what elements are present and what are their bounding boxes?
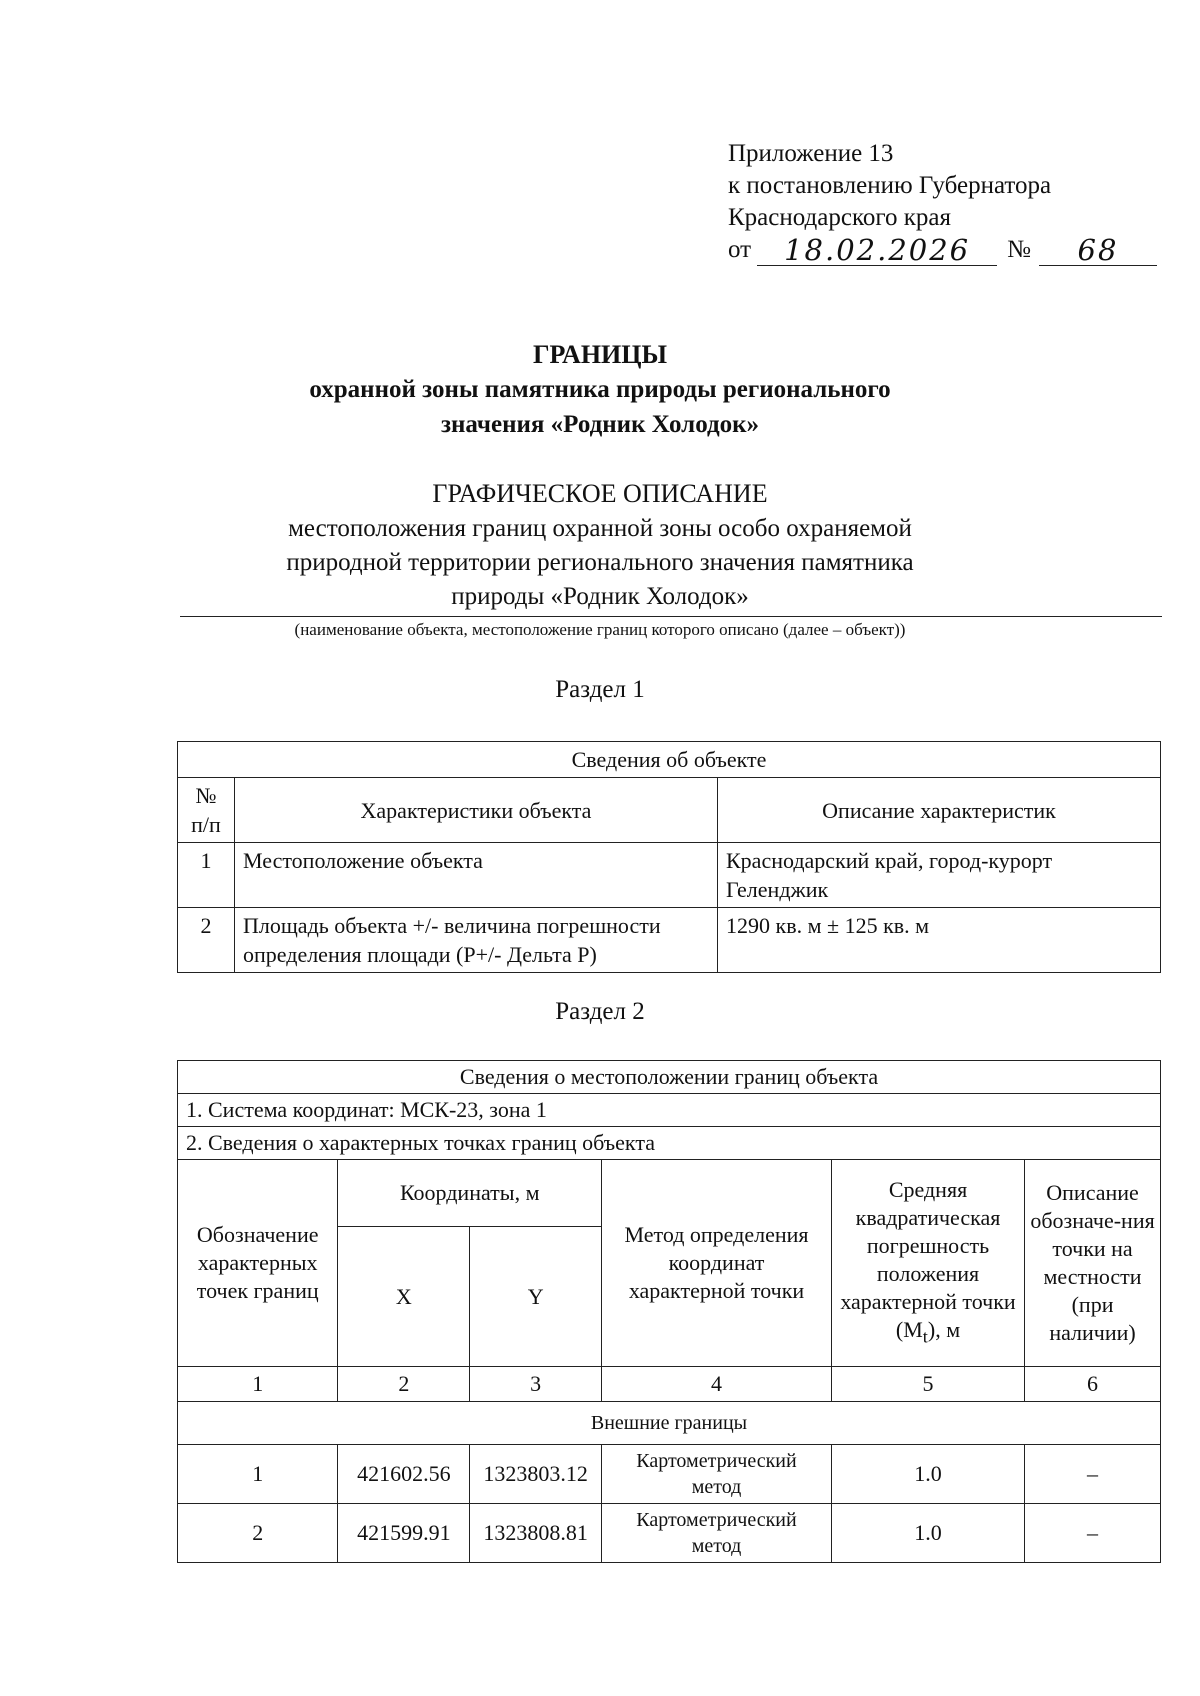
coordinate-system: 1. Система координат: МСК-23, зона 1 [178, 1094, 1161, 1127]
subtitle-line-1: охранной зоны памятника природы регионального [309, 376, 891, 403]
object-name-note: (наименование объекта, местоположение границ которого описано (далее – объект)) [294, 620, 906, 639]
col-number: 3 [470, 1367, 602, 1402]
col-header-error-text: Средняя квадратическая погрешность положения характерной точки (M [840, 1176, 1016, 1342]
object-info-table [177, 741, 1161, 973]
boundary-points-table [177, 1060, 1161, 1563]
col-header-description: Описание характеристик [718, 778, 1161, 843]
handwritten-number: 68 [1039, 235, 1157, 266]
appendix-line-3: Краснодарского края [728, 204, 951, 231]
graphic-line-2: природной территории регионального значения памятника [286, 549, 914, 576]
row-description: Краснодарский край, город-курорт Геленджик [718, 843, 1161, 908]
col-header-point: Обозначение характерных точек границ [178, 1160, 338, 1367]
table-row [178, 1504, 1161, 1563]
graphic-description [0, 512, 1200, 614]
table-row [178, 908, 1161, 973]
col-number: 5 [831, 1367, 1024, 1402]
point-description: – [1025, 1504, 1161, 1563]
handwritten-date: 18.02.2026 [757, 235, 997, 266]
col-header-error-subscript: t [922, 1326, 928, 1347]
point-method: Картометрический метод [602, 1445, 832, 1504]
col-header-num: № п/п [178, 778, 235, 843]
point-number: 2 [178, 1504, 338, 1563]
point-y: 1323808.81 [470, 1504, 602, 1563]
document-subtitle [0, 372, 1200, 442]
graphic-title: ГРАФИЧЕСКОЕ ОПИСАНИЕ [432, 479, 768, 508]
table-row [178, 843, 1161, 908]
graphic-line-3: природы «Родник Холодок» [451, 583, 749, 610]
appendix-line-1: Приложение 13 [728, 140, 894, 167]
row-characteristic: Площадь объекта +/- величина погрешности определения площади (P+/- Дельта P) [235, 908, 718, 973]
document-title: ГРАНИЦЫ [532, 340, 668, 369]
section-1-title: Раздел 1 [555, 676, 645, 703]
col-header-point-description: Описание обозначе-ния точки на местности (при наличии) [1025, 1160, 1161, 1367]
point-number: 1 [178, 1445, 338, 1504]
col-header-error [831, 1160, 1024, 1367]
col-number: 4 [602, 1367, 832, 1402]
col-number: 6 [1025, 1367, 1161, 1402]
col-header-method: Метод определения координат характерной точки [602, 1160, 832, 1367]
appendix-date-row [728, 234, 1157, 266]
points-info-title: 2. Сведения о характерных точках границ объекта [178, 1127, 1161, 1160]
object-info-table-title: Сведения об объекте [178, 742, 1161, 778]
section-2-title: Раздел 2 [555, 998, 645, 1025]
point-x: 421602.56 [338, 1445, 470, 1504]
col-header-y: Y [470, 1227, 602, 1367]
appendix-line-2: к постановлению Губернатора [728, 172, 1052, 199]
object-name-underline [180, 616, 1162, 617]
row-num: 1 [178, 843, 235, 908]
point-error: 1.0 [831, 1445, 1024, 1504]
boundary-table-title: Сведения о местоположении границ объекта [178, 1061, 1161, 1094]
table-row [178, 1445, 1161, 1504]
col-header-coordinates: Координаты, м [338, 1160, 602, 1227]
col-header-error-end: ), м [927, 1316, 961, 1342]
col-header-x: X [338, 1227, 470, 1367]
point-error: 1.0 [831, 1504, 1024, 1563]
appendix-block [728, 138, 1157, 266]
col-header-characteristics: Характеристики объекта [235, 778, 718, 843]
row-description: 1290 кв. м ± 125 кв. м [718, 908, 1161, 973]
col-number: 1 [178, 1367, 338, 1402]
outer-boundaries-label: Внешние границы [178, 1402, 1161, 1445]
col-number: 2 [338, 1367, 470, 1402]
subtitle-line-2: значения «Родник Холодок» [440, 411, 760, 438]
point-method: Картометрический метод [602, 1504, 832, 1563]
row-num: 2 [178, 908, 235, 973]
from-label: от [728, 236, 752, 263]
graphic-line-1: местоположения границ охранной зоны особо охраняемой [288, 515, 912, 542]
point-y: 1323803.12 [470, 1445, 602, 1504]
row-characteristic: Местоположение объекта [235, 843, 718, 908]
number-label: № [1007, 236, 1031, 263]
point-x: 421599.91 [338, 1504, 470, 1563]
point-description: – [1025, 1445, 1161, 1504]
